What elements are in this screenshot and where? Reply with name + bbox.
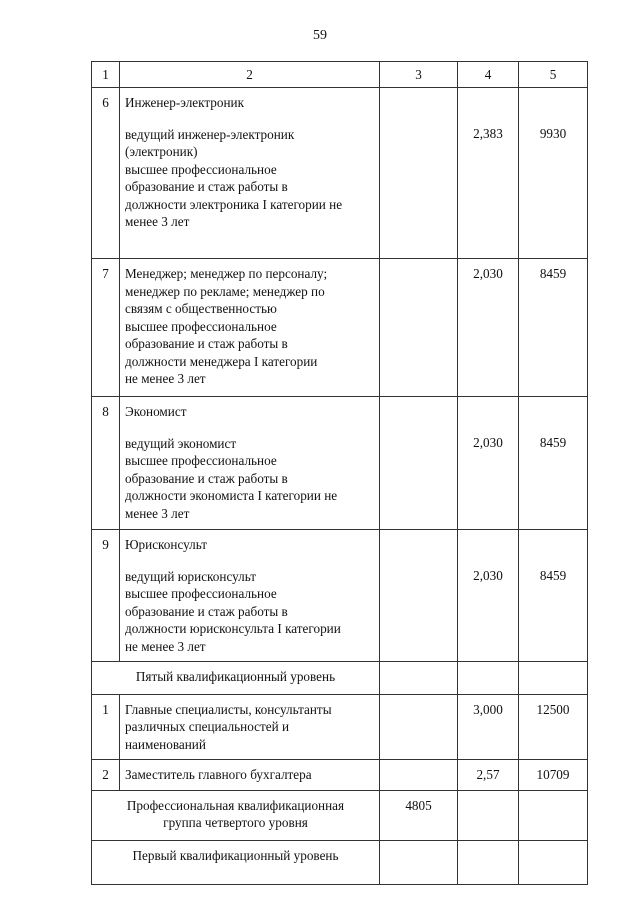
salary-cell [519, 88, 588, 259]
description-line: образование и стаж работы в [125, 603, 288, 619]
position-description [120, 397, 380, 530]
col3-cell [380, 259, 458, 397]
header-cell: 2 [120, 62, 380, 88]
group-label-line: Профессиональная квалификационная [126, 797, 345, 813]
description-line: должности электроника I категории не [125, 196, 343, 212]
description-line: высшее профессиональное [125, 318, 277, 334]
position-description [120, 88, 380, 259]
col3-cell [380, 760, 458, 791]
col3-cell [380, 88, 458, 259]
empty-cell [519, 840, 588, 884]
table-row [92, 397, 588, 530]
description-line: высшее профессиональное [125, 453, 277, 468]
description-line: должности экономиста I категории не [125, 488, 338, 503]
table-header-row [92, 62, 588, 88]
row-number: 1 [92, 694, 120, 760]
description-line: высшее профессиональное [125, 161, 277, 177]
empty-cell [458, 662, 519, 695]
description-line: Заместитель главного бухгалтера [125, 767, 312, 782]
description-line: не менее 3 лет [125, 638, 206, 654]
col3-cell [380, 694, 458, 760]
empty-cell [519, 662, 588, 695]
table-row [92, 694, 588, 760]
description-line: различных специальностей и [125, 719, 290, 734]
empty-cell [380, 662, 458, 695]
row-number: 6 [92, 88, 120, 259]
page-number: 59 [313, 28, 327, 43]
empty-cell [458, 790, 519, 840]
description-line: ведущий инженер-электроник [125, 126, 295, 142]
salary-cell [519, 397, 588, 530]
salary-table [91, 61, 588, 885]
description-line: образование и стаж работы в [125, 336, 288, 351]
position-description [120, 760, 380, 791]
table-row [92, 259, 588, 397]
salary-value: 8459 [539, 568, 567, 583]
coefficient-value: 2,030 [473, 568, 503, 583]
row-number: 7 [92, 259, 120, 397]
coefficient-cell: 2,57 [458, 760, 519, 791]
coefficient-cell: 2,030 [458, 259, 519, 397]
col3-cell [380, 530, 458, 662]
salary-cell [519, 530, 588, 662]
qualification-group-label [92, 790, 380, 840]
level-row [92, 662, 588, 695]
description-line: Менеджер; менеджер по персоналу; [125, 266, 328, 281]
salary-value: 8459 [539, 435, 567, 450]
header-cell: 5 [519, 62, 588, 88]
position-description [120, 530, 380, 662]
position-title: Инженер-электроник [125, 95, 244, 110]
position-description [120, 259, 380, 397]
description-line: менее 3 лет [125, 505, 190, 521]
salary-cell: 12500 [519, 694, 588, 760]
salary-cell: 10709 [519, 760, 588, 791]
table-row [92, 88, 588, 259]
coefficient-cell [458, 88, 519, 259]
coefficient-value: 2,383 [473, 126, 503, 141]
empty-cell [458, 840, 519, 884]
coefficient-cell [458, 530, 519, 662]
description-line: наименований [125, 736, 206, 752]
salary-cell: 8459 [519, 259, 588, 397]
position-title: Юрисконсульт [125, 537, 207, 552]
group-row [92, 790, 588, 840]
description-line: ведущий экономист [125, 435, 237, 451]
base-salary-cell: 4805 [380, 790, 458, 840]
description-line: образование и стаж работы в [125, 470, 288, 486]
position-description [120, 694, 380, 760]
qualification-level-label: Первый квалификационный уровень [92, 840, 380, 884]
coefficient-cell [458, 397, 519, 530]
empty-cell [380, 840, 458, 884]
table-row [92, 530, 588, 662]
row-number: 2 [92, 760, 120, 791]
description-line: Главные специалисты, консультанты [125, 701, 332, 717]
header-cell: 1 [92, 62, 120, 88]
row-number: 8 [92, 397, 120, 530]
description-line: высшее профессиональное [125, 586, 277, 601]
description-line: ведущий юрисконсульт [125, 568, 256, 584]
description-line: должности юрисконсульта I категории [125, 621, 341, 636]
description-line: не менее 3 лет [125, 371, 206, 386]
description-line: должности менеджера I категории [125, 353, 318, 369]
header-cell: 4 [458, 62, 519, 88]
coefficient-value: 2,030 [473, 435, 503, 450]
position-title: Экономист [125, 404, 187, 419]
description-line: связям с общественностью [125, 301, 277, 316]
col3-cell [380, 397, 458, 530]
description-line: образование и стаж работы в [125, 179, 288, 194]
table-row [92, 760, 588, 791]
salary-value: 9930 [539, 126, 567, 141]
qualification-level-label: Пятый квалификационный уровень [92, 662, 380, 695]
header-cell: 3 [380, 62, 458, 88]
coefficient-cell: 3,000 [458, 694, 519, 760]
description-line: менее 3 лет [125, 214, 190, 229]
group-label-line: группа четвертого уровня [163, 815, 308, 830]
row-number: 9 [92, 530, 120, 662]
level-row [92, 840, 588, 884]
empty-cell [519, 790, 588, 840]
description-line: менеджер по рекламе; менеджер по [125, 283, 325, 299]
description-line: (электроник) [125, 144, 198, 159]
